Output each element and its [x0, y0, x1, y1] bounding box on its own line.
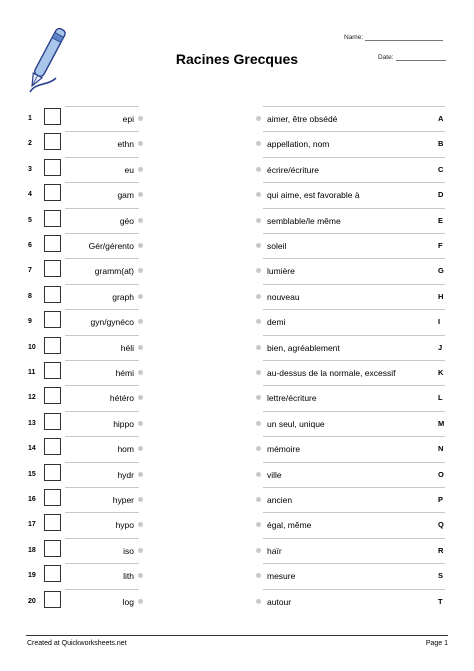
root-word: gam: [117, 190, 134, 201]
right-match-dot[interactable]: [256, 497, 261, 502]
right-rule: [263, 538, 445, 559]
definition: appellation, nom: [267, 139, 330, 150]
left-match-dot[interactable]: [138, 472, 143, 477]
right-match-dot[interactable]: [256, 192, 261, 197]
date-field[interactable]: [378, 54, 446, 61]
row-number: 14: [28, 445, 36, 453]
table-row: [0, 182, 474, 207]
definition: haïr: [267, 545, 282, 556]
definition: soleil: [267, 241, 287, 251]
right-match-dot[interactable]: [256, 218, 261, 223]
right-match-dot[interactable]: [256, 446, 261, 451]
row-number: 6: [28, 242, 32, 249]
answer-box[interactable]: [44, 184, 61, 201]
answer-box[interactable]: [44, 489, 61, 506]
row-number: 7: [28, 267, 32, 275]
answer-letter: B: [438, 139, 444, 149]
right-match-dot[interactable]: [256, 395, 261, 400]
answer-letter: P: [438, 495, 444, 504]
right-match-dot[interactable]: [256, 294, 261, 299]
definition: ville: [267, 469, 282, 480]
row-number: 5: [28, 216, 32, 224]
root-word: gyn/gynéco: [90, 317, 134, 328]
answer-box[interactable]: [44, 362, 61, 379]
left-match-dot[interactable]: [138, 167, 143, 172]
root-word: hippo: [113, 418, 134, 429]
left-match-dot[interactable]: [138, 395, 143, 400]
definition: autour: [267, 596, 292, 607]
name-label: Name:: [344, 34, 364, 41]
answer-box[interactable]: [44, 565, 61, 582]
root-word: lith: [123, 571, 134, 582]
table-row: [0, 436, 474, 461]
left-match-dot[interactable]: [138, 345, 143, 350]
right-match-dot[interactable]: [256, 370, 261, 375]
table-row: [0, 462, 474, 487]
left-match-dot[interactable]: [138, 294, 143, 299]
answer-box[interactable]: [44, 337, 61, 354]
left-match-dot[interactable]: [138, 573, 143, 578]
left-match-dot[interactable]: [138, 599, 143, 604]
left-match-dot[interactable]: [138, 522, 143, 527]
answer-box[interactable]: [44, 260, 61, 277]
answer-box[interactable]: [44, 540, 61, 557]
left-match-dot[interactable]: [138, 268, 143, 273]
row-number: 3: [28, 165, 32, 173]
definition: mesure: [267, 571, 296, 582]
page-title: Racines Grecques: [175, 51, 299, 67]
table-row: [0, 360, 474, 385]
left-match-dot[interactable]: [138, 548, 143, 553]
answer-box[interactable]: [44, 311, 61, 328]
table-row: [0, 563, 474, 588]
table-row: [0, 512, 474, 537]
row-number: 9: [28, 318, 32, 326]
right-match-dot[interactable]: [256, 268, 261, 273]
name-field[interactable]: [344, 34, 443, 41]
root-word: epi: [122, 114, 134, 124]
answer-box[interactable]: [44, 438, 61, 455]
definition: demi: [267, 317, 286, 328]
root-word: hémi: [115, 368, 134, 378]
definition: aimer, être obsédé: [267, 114, 338, 124]
left-match-dot[interactable]: [138, 243, 143, 248]
answer-box[interactable]: [44, 514, 61, 531]
definition: ancien: [267, 495, 293, 505]
row-number: 15: [28, 470, 36, 478]
definition: nouveau: [267, 291, 300, 302]
answer-box[interactable]: [44, 133, 61, 150]
table-row: [0, 106, 474, 131]
name-line[interactable]: [365, 40, 443, 41]
root-word: géo: [119, 215, 134, 226]
table-row: [0, 131, 474, 156]
answer-letter: F: [438, 241, 443, 250]
right-match-dot[interactable]: [256, 141, 261, 146]
definition: égal, même: [267, 520, 312, 531]
left-match-dot[interactable]: [138, 192, 143, 197]
root-word: log: [122, 596, 134, 607]
row-number: 17: [28, 521, 36, 529]
answer-box[interactable]: [44, 387, 61, 404]
left-match-dot[interactable]: [138, 446, 143, 451]
page-number: Page 1: [425, 640, 448, 647]
right-match-dot[interactable]: [256, 472, 261, 477]
definition: qui aime, est favorable à: [267, 190, 360, 201]
footer-credit: Created at Quickworksheets.net: [27, 640, 127, 647]
right-match-dot[interactable]: [256, 345, 261, 350]
root-word: graph: [112, 291, 134, 302]
footer-divider: [26, 635, 448, 636]
row-number: 13: [28, 419, 36, 427]
definition: mémoire: [267, 444, 301, 455]
root-word: gramm(at): [94, 266, 134, 277]
definition: lettre/écriture: [267, 393, 317, 404]
answer-letter: H: [438, 291, 444, 301]
answer-letter: D: [438, 190, 444, 200]
root-word: iso: [123, 545, 134, 556]
answer-letter: T: [438, 596, 443, 606]
table-row: [0, 233, 474, 258]
table-row: [0, 589, 474, 614]
date-line[interactable]: [396, 60, 446, 61]
table-row: [0, 157, 474, 182]
answer-letter: L: [438, 393, 443, 403]
answer-box[interactable]: [44, 464, 61, 481]
answer-box[interactable]: [44, 159, 61, 176]
table-row: [0, 538, 474, 563]
answer-letter: J: [438, 342, 443, 352]
date-label: Date:: [378, 54, 394, 61]
root-word: héli: [120, 342, 134, 353]
right-rule: [263, 462, 445, 483]
right-match-dot[interactable]: [256, 319, 261, 324]
root-word: ethn: [117, 139, 134, 150]
answer-letter: R: [438, 545, 444, 555]
left-match-dot[interactable]: [138, 141, 143, 146]
answer-letter: Q: [438, 520, 444, 530]
row-number: 2: [28, 140, 32, 148]
definition: au-dessus de la normale, excessif: [267, 368, 396, 378]
right-match-dot[interactable]: [256, 573, 261, 578]
row-number: 4: [28, 191, 32, 199]
answer-letter: G: [438, 266, 444, 276]
right-match-dot[interactable]: [256, 522, 261, 527]
row-number: 18: [28, 546, 36, 554]
left-match-dot[interactable]: [138, 370, 143, 375]
answer-letter: N: [438, 444, 444, 454]
row-number: 8: [28, 292, 32, 300]
answer-box[interactable]: [44, 235, 61, 252]
table-row: [0, 385, 474, 410]
table-row: [0, 487, 474, 512]
left-match-dot[interactable]: [138, 218, 143, 223]
table-row: [0, 411, 474, 436]
right-match-dot[interactable]: [256, 548, 261, 553]
definition: bien, agréablement: [267, 342, 340, 353]
answer-box[interactable]: [44, 210, 61, 227]
root-word: eu: [124, 164, 134, 175]
definition: lumière: [267, 266, 295, 277]
right-match-dot[interactable]: [256, 421, 261, 426]
table-row: [0, 309, 474, 334]
right-rule: [263, 233, 445, 254]
answer-letter: E: [438, 215, 444, 225]
root-word: Gér/gérento: [88, 241, 134, 251]
root-word: hétéro: [109, 393, 134, 404]
answer-box[interactable]: [44, 286, 61, 303]
right-rule: [263, 309, 445, 330]
right-match-dot[interactable]: [256, 167, 261, 172]
right-match-dot[interactable]: [256, 116, 261, 121]
answer-letter: C: [438, 164, 444, 174]
definition: écrire/écriture: [267, 164, 319, 175]
table-row: [0, 258, 474, 283]
answer-box[interactable]: [44, 591, 61, 608]
answer-letter: A: [438, 114, 444, 123]
answer-letter: M: [438, 418, 445, 428]
answer-letter: O: [438, 469, 444, 479]
right-match-dot[interactable]: [256, 243, 261, 248]
definition: semblable/le même: [267, 215, 341, 226]
row-number: 19: [28, 572, 36, 580]
answer-letter: K: [438, 368, 444, 377]
right-match-dot[interactable]: [256, 599, 261, 604]
definition: un seul, unique: [267, 418, 325, 429]
table-row: [0, 208, 474, 233]
row-number: 11: [28, 369, 36, 376]
answer-box[interactable]: [44, 413, 61, 430]
root-word: hypo: [115, 520, 134, 531]
row-number: 1: [28, 115, 32, 122]
left-match-dot[interactable]: [138, 497, 143, 502]
left-match-dot[interactable]: [138, 319, 143, 324]
answer-letter: S: [438, 571, 444, 581]
root-word: hom: [117, 444, 134, 455]
row-number: 16: [28, 496, 36, 503]
root-word: hydr: [117, 469, 134, 480]
answer-box[interactable]: [44, 108, 61, 125]
root-word: hyper: [112, 495, 134, 505]
table-row: [0, 335, 474, 360]
left-match-dot[interactable]: [138, 116, 143, 121]
row-number: 20: [28, 597, 36, 605]
left-match-dot[interactable]: [138, 421, 143, 426]
row-number: 12: [28, 394, 36, 402]
answer-letter: I: [438, 317, 441, 327]
row-number: 10: [28, 343, 36, 351]
table-row: [0, 284, 474, 309]
